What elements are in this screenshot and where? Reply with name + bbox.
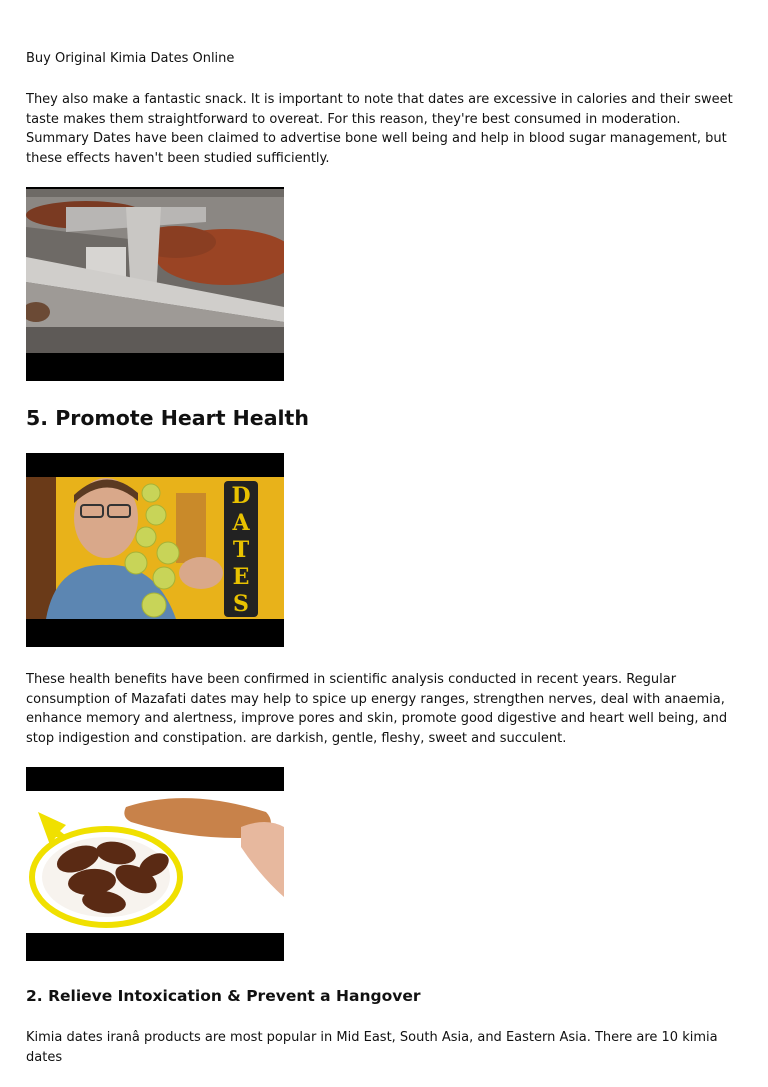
sign-letter-e: E <box>232 564 250 590</box>
page-header-line: Buy Original Kimia Dates Online <box>26 51 235 66</box>
paragraph-health-benefits: These health benefits have been confirmed in scientific analysis conducted in recent years. Regular consumption of Mazafati dates may help to spice up energy ranges, strengthen nerves, deal with anaemia, enhance memory and alertness, improve pores and skin, promote good digestive and heart well being, and stop indigestion and constipation. are darkish, gentle, fleshy, sweet and succulent. <box>26 672 728 746</box>
heading-promote-heart-health: 5. Promote Heart Health <box>26 406 309 430</box>
dates-bowl-with-arrow-image <box>26 767 284 961</box>
paragraph-intro: They also make a fantastic snack. It is important to note that dates are excessive in calories and their sweet taste makes them straightforward to overeat. For this reason, they're best consumed in moderation. Summary Dates have been claimed to advertise bone well being and help in blood sugar management, but these effects haven't been studied sufficiently. <box>26 92 733 166</box>
sign-letter-t: T <box>232 537 250 563</box>
sign-letter-a: A <box>232 510 250 536</box>
sign-letter-d: D <box>231 483 251 509</box>
man-with-dates-video-image <box>26 453 284 647</box>
date-sorting-machine-image <box>26 187 284 381</box>
paragraph-kimia-dates: Kimia dates iranâ products are most popular in Mid East, South Asia, and Eastern Asia. There are 10 kimia dates <box>26 1030 718 1065</box>
dates-video-still <box>26 453 284 647</box>
dates-bowl-photo <box>26 767 284 961</box>
heading-relieve-intoxication: 2. Relieve Intoxication & Prevent a Hangover <box>26 987 421 1005</box>
sign-letter-s: S <box>233 591 249 617</box>
conveyor-photo <box>26 187 284 381</box>
